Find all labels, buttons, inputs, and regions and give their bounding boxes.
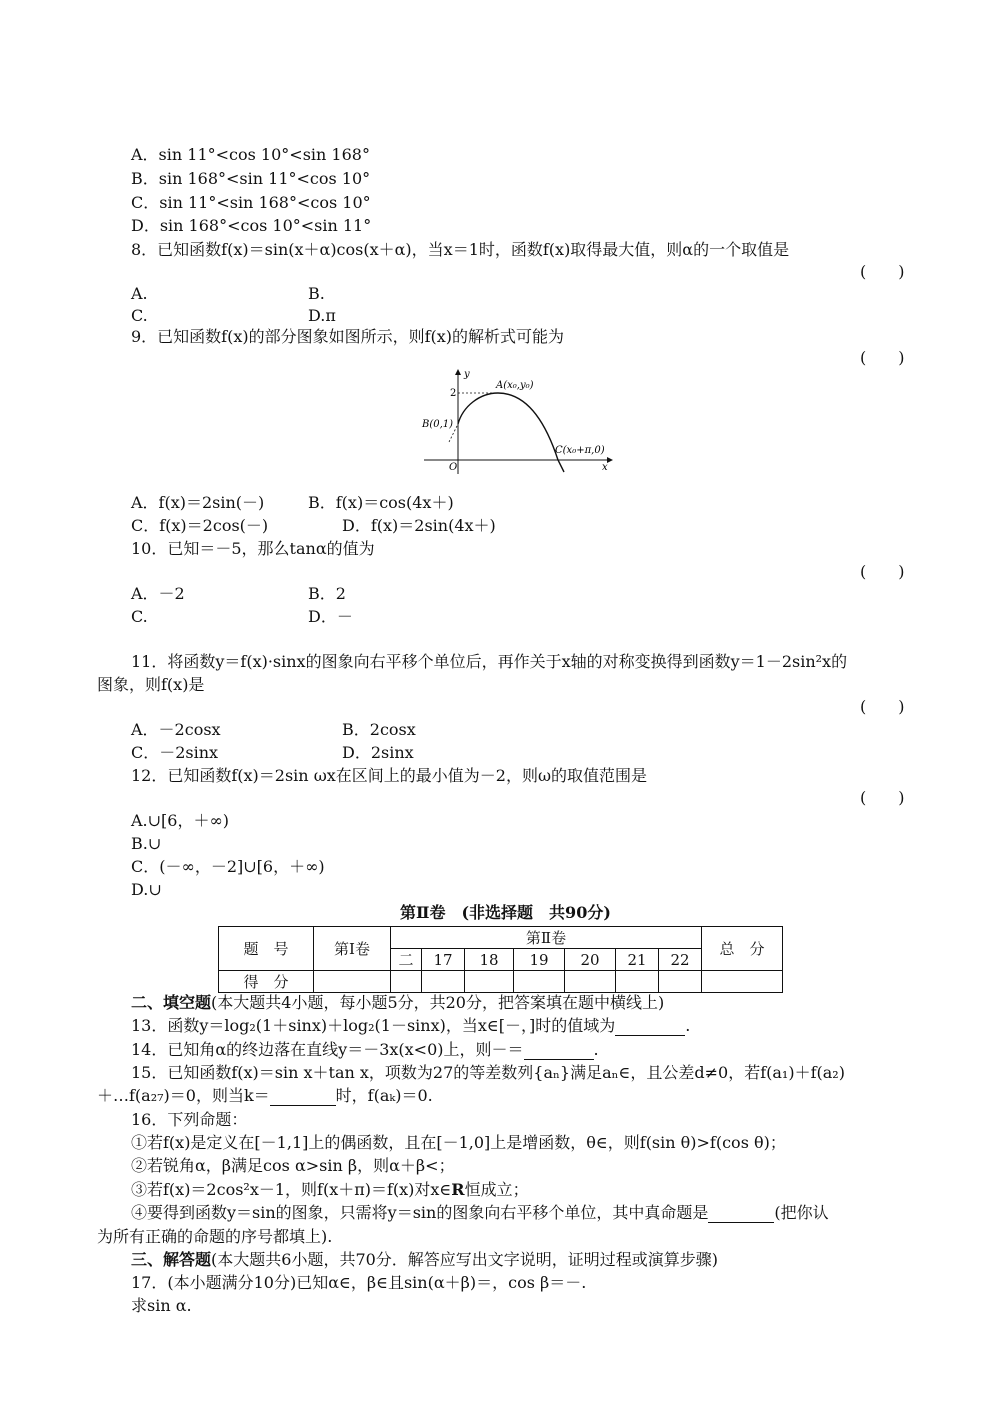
point-a-label: A(x₀,y₀) bbox=[496, 380, 534, 391]
q11-option-c: C．－2sinx bbox=[131, 743, 219, 762]
col-20: 20 bbox=[565, 949, 616, 971]
header-tihao: 题 号 bbox=[219, 927, 314, 971]
q16-prop4 bbox=[131, 1203, 829, 1223]
col-17: 17 bbox=[422, 949, 465, 971]
score-cell[interactable] bbox=[659, 971, 702, 993]
answer-heading-note: (本大题共6小题，共70分．解答应写出文字说明，证明过程或演算步骤) bbox=[211, 1250, 719, 1269]
q17-question: 求sin α. bbox=[131, 1296, 192, 1315]
q9-answer-paren: ( ) bbox=[860, 348, 905, 367]
score-cell[interactable] bbox=[314, 971, 391, 993]
score-cell[interactable] bbox=[422, 971, 465, 993]
q16-prop3-R: R bbox=[451, 1180, 465, 1199]
row-defen: 得 分 bbox=[219, 971, 314, 993]
score-cell[interactable] bbox=[514, 971, 565, 993]
q10-stem: 10．已知＝－5，那么tanα的值为 bbox=[131, 539, 375, 558]
part2-title: 第Ⅱ卷 (非选择题 共90分) bbox=[400, 903, 611, 922]
q11-stem-line1: 11．将函数y＝f(x)·sinx的图象向右平移个单位后，再作关于x轴的对称变换得到函数y＝1－2sin²x的 bbox=[131, 652, 848, 671]
col-21: 21 bbox=[616, 949, 659, 971]
q9-option-c: C．f(x)＝2cos(－) bbox=[131, 516, 269, 535]
q11-stem-line2: 图象，则f(x)是 bbox=[97, 675, 205, 694]
answer-heading-line bbox=[131, 1250, 718, 1270]
q16-prop4-cont: 为所有正确的命题的序号都填上). bbox=[97, 1227, 333, 1246]
q7-option-d: D．sin 168°<cos 10°<sin 11° bbox=[131, 216, 372, 235]
q8-option-d: D.π bbox=[308, 306, 336, 325]
q11-option-a: A．－2cosx bbox=[131, 720, 221, 739]
q7-option-a: A．sin 11°<cos 10°<sin 168° bbox=[131, 145, 370, 164]
q15-line2 bbox=[97, 1086, 433, 1106]
q16-prop3-end: 恒成立； bbox=[464, 1180, 529, 1199]
score-cell[interactable] bbox=[565, 971, 616, 993]
q10-option-c: C. bbox=[131, 607, 148, 626]
q16-stem: 16．下列命题： bbox=[131, 1110, 248, 1129]
fill-heading-line bbox=[131, 993, 664, 1013]
q16-prop4-end: (把你认 bbox=[774, 1203, 829, 1222]
score-cell[interactable] bbox=[465, 971, 514, 993]
q12-stem: 12．已知函数f(x)＝2sin ωx在区间上的最小值为－2，则ω的取值范围是 bbox=[131, 766, 647, 785]
score-table bbox=[218, 926, 783, 993]
q14-blank[interactable] bbox=[524, 1043, 594, 1060]
q8-stem: 8．已知函数f(x)＝sin(x＋α)cos(x＋α)，当x＝1时，函数f(x)取得最大值，则α的一个取值是 bbox=[131, 240, 790, 259]
q12-option-b: B.∪ bbox=[131, 834, 162, 853]
score-cell[interactable] bbox=[391, 971, 422, 993]
score-cell[interactable] bbox=[702, 971, 783, 993]
q16-prop3 bbox=[131, 1180, 529, 1200]
fill-heading-note: (本大题共4小题，每小题5分，共20分，把答案填在题中横线上) bbox=[211, 993, 665, 1012]
q16-prop3-text: ③若f(x)＝2cos²x－1，则f(x＋π)＝f(x)对x∈ bbox=[131, 1180, 452, 1199]
q10-option-a: A．－2 bbox=[131, 584, 185, 603]
q8-answer-paren: ( ) bbox=[860, 262, 905, 281]
point-b-label: B(0,1) bbox=[422, 419, 454, 430]
col-19: 19 bbox=[514, 949, 565, 971]
header-total: 总 分 bbox=[702, 927, 783, 971]
y-axis-label: y bbox=[464, 369, 470, 380]
q9-function-graph bbox=[418, 366, 618, 476]
header-juan1: 第Ⅰ卷 bbox=[314, 927, 391, 971]
q15-stem2: ＋…f(a₂₇)＝0，则当k＝ bbox=[97, 1086, 270, 1105]
q7-option-c: C．sin 11°<sin 168°<cos 10° bbox=[131, 193, 371, 212]
q9-option-b: B．f(x)＝cos(4x＋) bbox=[308, 493, 454, 512]
q8-option-c: C. bbox=[131, 306, 148, 325]
q9-stem: 9．已知函数f(x)的部分图象如图所示，则f(x)的解析式可能为 bbox=[131, 327, 565, 346]
q11-answer-paren: ( ) bbox=[860, 697, 905, 716]
q11-option-b: B．2cosx bbox=[342, 720, 416, 739]
q14-stem: 14．已知角α的终边落在直线y＝－3x(x<0)上，则－＝ bbox=[131, 1040, 524, 1059]
col-18: 18 bbox=[465, 949, 514, 971]
q12-option-a: A.∪[6，＋∞) bbox=[131, 811, 230, 830]
q14-line bbox=[131, 1040, 599, 1060]
q14-end: . bbox=[593, 1040, 599, 1059]
q12-answer-paren: ( ) bbox=[860, 788, 905, 807]
q13-end: . bbox=[685, 1016, 691, 1035]
q11-option-d: D．2sinx bbox=[342, 743, 414, 762]
q12-option-d: D.∪ bbox=[131, 880, 162, 899]
q15-line1: 15．已知函数f(x)＝sin x＋tan x，项数为27的等差数列{aₙ}满足aₙ∈，且公差d≠0，若f(a₁)＋f(a₂) bbox=[131, 1063, 845, 1082]
q10-option-d: D．－ bbox=[308, 607, 353, 626]
q12-option-c: C．(－∞，－2]∪[6，＋∞) bbox=[131, 857, 325, 876]
q13-stem: 13．函数y＝log₂(1＋sinx)＋log₂(1－sinx)，当x∈[－，]时的值域为 bbox=[131, 1016, 616, 1035]
q15-blank[interactable] bbox=[270, 1089, 336, 1106]
q8-option-b: B. bbox=[308, 284, 325, 303]
x-axis-label: x bbox=[602, 462, 608, 473]
q10-answer-paren: ( ) bbox=[860, 562, 905, 581]
q7-option-b: B．sin 168°<sin 11°<cos 10° bbox=[131, 169, 371, 188]
q10-option-b: B．2 bbox=[308, 584, 346, 603]
q16-prop2: ②若锐角α，β满足cos α>sin β，则α＋β<； bbox=[131, 1156, 455, 1175]
col-22: 22 bbox=[659, 949, 702, 971]
q16-prop1: ①若f(x)是定义在[－1,1]上的偶函数，且在[－1,0]上是增函数，θ∈，则f(sin θ)>f(cos θ)； bbox=[131, 1133, 786, 1152]
q9-option-d: D．f(x)＝2sin(4x＋) bbox=[342, 516, 496, 535]
col-er: 二 bbox=[391, 949, 422, 971]
score-cell[interactable] bbox=[616, 971, 659, 993]
fill-heading: 二、填空题 bbox=[131, 993, 212, 1012]
point-c-label: C(x₀+π,0) bbox=[555, 445, 605, 456]
q15-end: 时，f(aₖ)＝0. bbox=[335, 1086, 433, 1105]
origin-label: O bbox=[449, 462, 458, 473]
q16-blank[interactable] bbox=[708, 1206, 774, 1223]
q8-option-a: A. bbox=[131, 284, 148, 303]
y-tick-2: 2 bbox=[450, 388, 457, 399]
q17-stem: 17．(本小题满分10分)已知α∈，β∈且sin(α＋β)＝，cos β＝－. bbox=[131, 1273, 587, 1292]
q13-blank[interactable] bbox=[615, 1019, 685, 1036]
q16-prop4-text: ④要得到函数y＝sin的图象，只需将y＝sin的图象向右平移个单位，其中真命题是 bbox=[131, 1203, 709, 1222]
q13-line bbox=[131, 1016, 690, 1036]
q9-option-a: A．f(x)＝2sin(－) bbox=[131, 493, 265, 512]
header-juan2: 第Ⅱ卷 bbox=[391, 927, 702, 949]
answer-heading: 三、解答题 bbox=[131, 1250, 212, 1269]
